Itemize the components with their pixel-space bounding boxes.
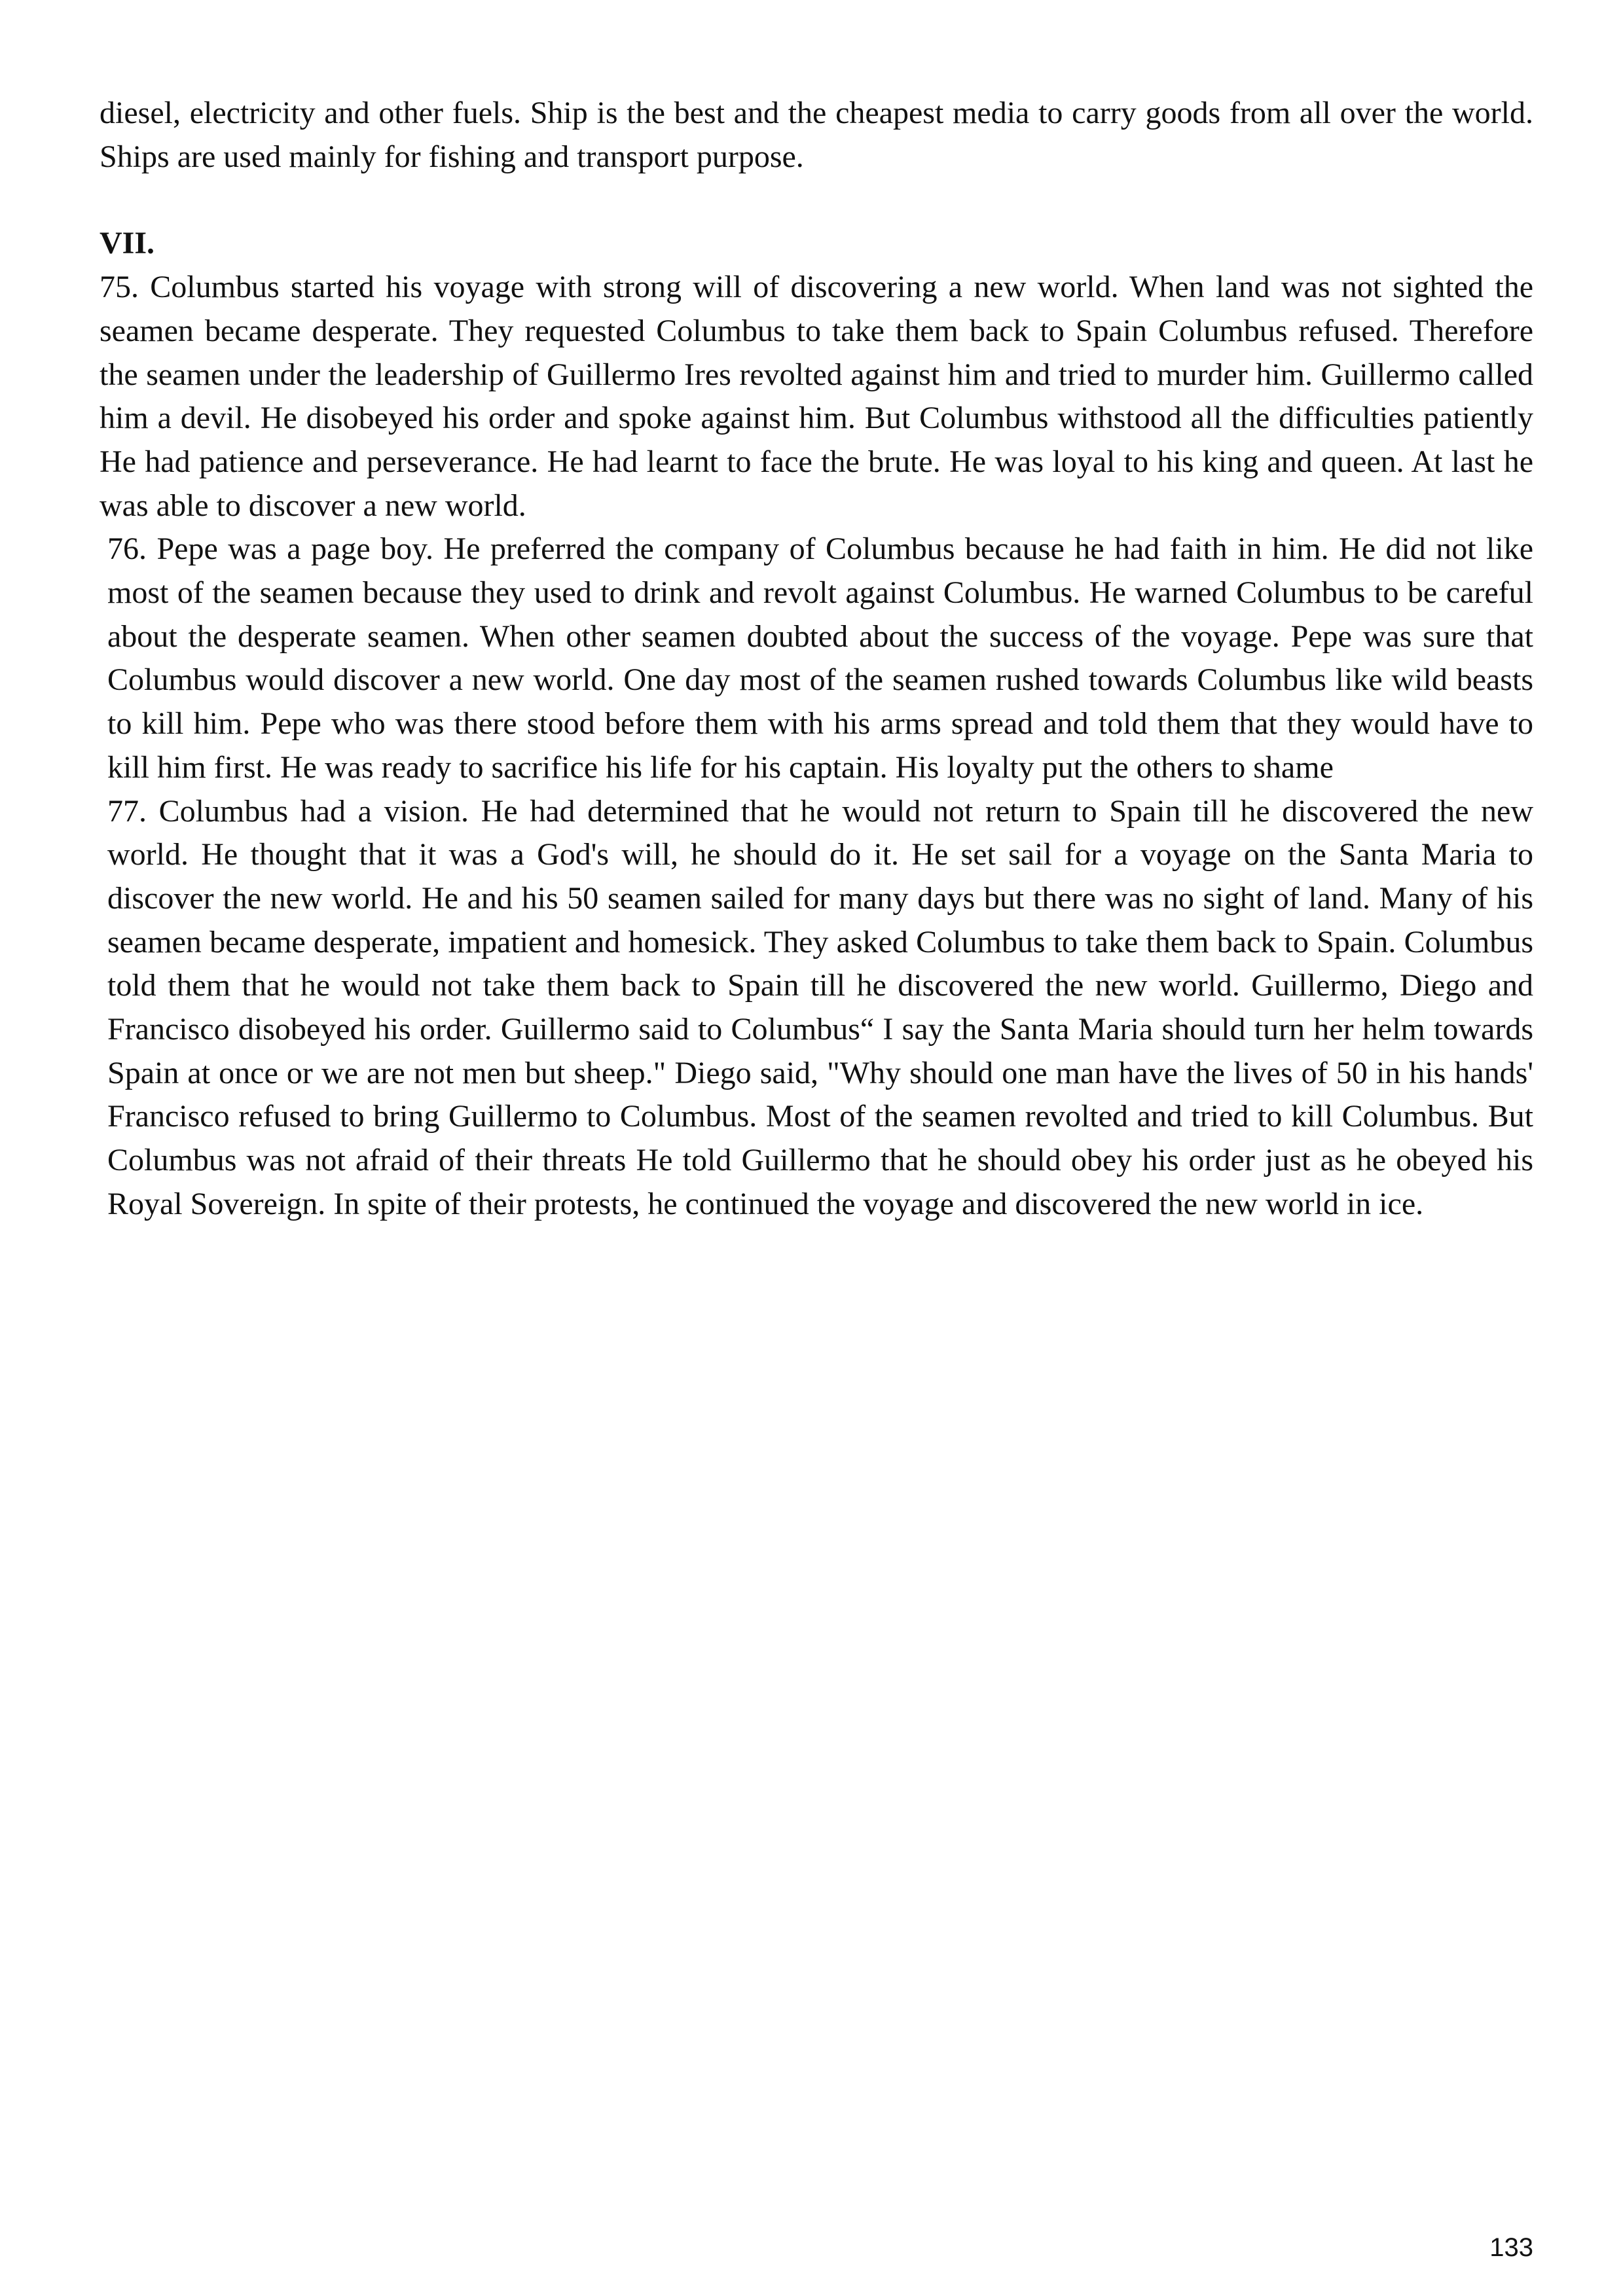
intro-paragraph: diesel, electricity and other fuels. Ship is the best and the cheapest media to carry goods from all over the world. Ships are used mainly for fishing and transport purpose. <box>100 96 1533 174</box>
answer-76: 76. Pepe was a page boy. He preferred the company of Columbus because he had faith in him. He did not like most of the seamen because they used to drink and revolt against Columbus. He warned Columbus to be careful about the desperate seamen. When other seamen doubted about the success of the voyage. Pepe was sure that Columbus would discover a new world. One day most of the seamen rushed towards Columbus like wild beasts to kill him. Pepe who was there stood before them with his arms spread and told them that they would have to kill him first. He was ready to sacrifice his life for his captain. His loyalty put the others to shame <box>107 531 1533 785</box>
page-number: 133 <box>1489 2233 1533 2262</box>
section-heading: VII. <box>100 226 155 261</box>
answer-77: 77. Columbus had a vision. He had determined that he would not return to Spain till he discovered the new world. He thought that it was a God's will, he should do it. He set sail for a voyage on the Santa Maria to discover the new world. He and his 50 seamen sailed for many days but there was no sight of land. Many of his seamen became desperate, impatient and homesick. They asked Columbus to take them back to Spain. Columbus told them that he would not take them back to Spain till he discovered the new world. Guillermo, Diego and Francisco disobeyed his order. Guillermo said to Columbus“ I say the Santa Maria should turn her helm towards Spain at once or we are not men but sheep." Diego said, "Why should one man have the lives of 50 in his hands' Francisco refused to bring Guillermo to Columbus. Most of the seamen revolted and tried to kill Columbus. But Columbus was not afraid of their threats He told Guillermo that he should obey his order just as he obeyed his Royal Sovereign. In spite of their protests, he continued the voyage and discovered the new world in ice. <box>107 793 1533 1221</box>
document-page <box>100 92 1533 1227</box>
answer-75: 75. Columbus started his voyage with strong will of discovering a new world. When land was not sighted the seamen became desperate. They requested Columbus to take them back to Spain Columbus refused. Therefore the seamen under the leadership of Guillermo Ires revolted against him and tried to murder him. Guillermo called him a devil. He disobeyed his order and spoke against him. But Columbus withstood all the difficulties patiently He had patience and perseverance. He had learnt to face the brute. He was loyal to his king and queen. At last he was able to discover a new world. <box>100 270 1533 523</box>
